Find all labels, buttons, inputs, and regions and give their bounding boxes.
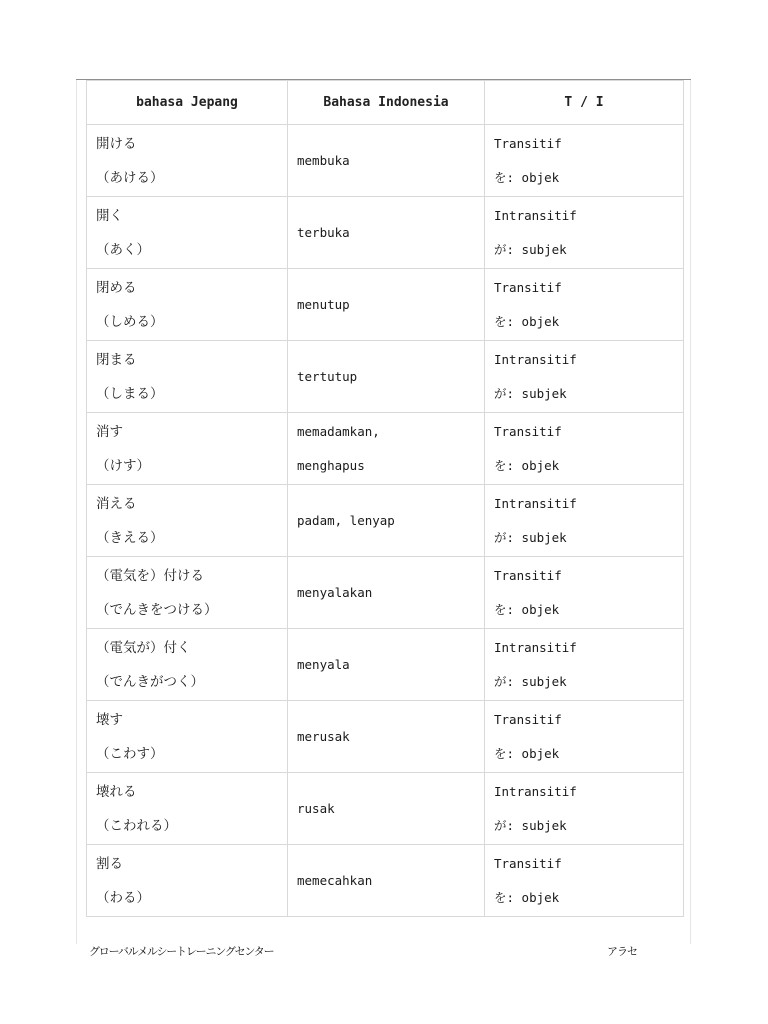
indonesian-cell	[288, 845, 485, 917]
indonesian-cell	[288, 197, 485, 269]
type-cell	[485, 845, 684, 917]
particle-note: を: objek	[494, 457, 560, 473]
type-cell	[485, 413, 684, 485]
indonesian-meaning: menyalakan	[297, 585, 373, 600]
verb-type: Transitif	[494, 567, 562, 583]
japanese-word: 閉まる	[96, 351, 137, 368]
japanese-reading: （こわす）	[96, 745, 164, 762]
type-cell	[485, 125, 684, 197]
particle-note: を: objek	[494, 889, 560, 905]
japanese-cell	[87, 701, 288, 773]
indonesian-meaning: menghapus	[297, 457, 365, 473]
table-row	[87, 557, 684, 629]
japanese-cell	[87, 485, 288, 557]
japanese-reading: （でんきをつける）	[96, 601, 218, 618]
japanese-reading: （しめる）	[96, 313, 164, 330]
type-cell	[485, 197, 684, 269]
footer-author: アラセ	[607, 945, 637, 958]
japanese-cell	[87, 269, 288, 341]
verb-type: Intransitif	[494, 207, 577, 223]
japanese-reading: （でんきがつく）	[96, 673, 204, 690]
japanese-word: 閉める	[96, 279, 137, 296]
indonesian-meaning: menutup	[297, 297, 350, 312]
type-cell	[485, 269, 684, 341]
page-right-edge	[690, 80, 691, 944]
table-row	[87, 845, 684, 917]
indonesian-cell	[288, 557, 485, 629]
japanese-word: 開ける	[96, 135, 137, 152]
table-row	[87, 413, 684, 485]
verb-type: Intransitif	[494, 495, 577, 511]
particle-note: が: subjek	[494, 673, 567, 689]
verb-type: Transitif	[494, 423, 562, 439]
japanese-reading: （きえる）	[96, 529, 164, 546]
japanese-cell	[87, 341, 288, 413]
particle-note: を: objek	[494, 601, 560, 617]
japanese-word: 壊れる	[96, 783, 137, 800]
type-cell	[485, 557, 684, 629]
table-row	[87, 197, 684, 269]
japanese-reading: （わる）	[96, 889, 150, 906]
particle-note: を: objek	[494, 313, 560, 329]
indonesian-meaning: terbuka	[297, 225, 350, 240]
indonesian-cell	[288, 125, 485, 197]
japanese-word: 消す	[96, 423, 123, 440]
indonesian-meaning: rusak	[297, 801, 335, 816]
particle-note: が: subjek	[494, 385, 567, 401]
particle-note: が: subjek	[494, 529, 567, 545]
japanese-reading: （しまる）	[96, 385, 164, 402]
japanese-cell	[87, 773, 288, 845]
verb-type: Transitif	[494, 135, 562, 151]
indonesian-meaning: merusak	[297, 729, 350, 744]
japanese-cell	[87, 413, 288, 485]
footer-organization: グローバルメルシートレーニングセンター	[89, 945, 274, 958]
particle-note: が: subjek	[494, 817, 567, 833]
japanese-word: 割る	[96, 855, 123, 872]
indonesian-cell	[288, 629, 485, 701]
japanese-reading: （こわれる）	[96, 817, 177, 834]
header-japanese: bahasa Jepang	[87, 81, 288, 125]
indonesian-cell	[288, 341, 485, 413]
japanese-word: （電気を）付ける	[96, 567, 204, 584]
indonesian-cell	[288, 485, 485, 557]
indonesian-cell	[288, 701, 485, 773]
japanese-cell	[87, 629, 288, 701]
table-row	[87, 125, 684, 197]
vocabulary-table	[86, 80, 684, 917]
verb-type: Intransitif	[494, 351, 577, 367]
header-indonesian: Bahasa Indonesia	[288, 81, 485, 125]
table-body	[87, 125, 684, 917]
indonesian-meaning: memecahkan	[297, 873, 373, 888]
japanese-reading: （あける）	[96, 169, 164, 186]
japanese-word: 壊す	[96, 711, 123, 728]
indonesian-meaning: tertutup	[297, 369, 358, 384]
verb-type: Transitif	[494, 279, 562, 295]
japanese-cell	[87, 197, 288, 269]
type-cell	[485, 341, 684, 413]
page-left-edge	[76, 80, 77, 944]
table-row	[87, 269, 684, 341]
japanese-word: 消える	[96, 495, 137, 512]
particle-note: が: subjek	[494, 241, 567, 257]
table-row	[87, 701, 684, 773]
type-cell	[485, 773, 684, 845]
indonesian-cell	[288, 413, 485, 485]
type-cell	[485, 629, 684, 701]
table-header-row	[87, 81, 684, 125]
japanese-word: （電気が）付く	[96, 639, 191, 656]
table-row	[87, 629, 684, 701]
header-type: T / I	[485, 81, 684, 125]
verb-type: Transitif	[494, 855, 562, 871]
verb-type: Intransitif	[494, 783, 577, 799]
table-row	[87, 773, 684, 845]
japanese-cell	[87, 125, 288, 197]
japanese-cell	[87, 845, 288, 917]
indonesian-meaning: membuka	[297, 153, 350, 168]
indonesian-cell	[288, 773, 485, 845]
japanese-cell	[87, 557, 288, 629]
verb-type: Transitif	[494, 711, 562, 727]
indonesian-cell	[288, 269, 485, 341]
japanese-reading: （あく）	[96, 241, 150, 258]
verb-type: Intransitif	[494, 639, 577, 655]
particle-note: を: objek	[494, 745, 560, 761]
indonesian-meaning: memadamkan,	[297, 423, 380, 439]
type-cell	[485, 485, 684, 557]
japanese-word: 開く	[96, 207, 123, 224]
type-cell	[485, 701, 684, 773]
particle-note: を: objek	[494, 169, 560, 185]
indonesian-meaning: padam, lenyap	[297, 513, 395, 528]
table-row	[87, 341, 684, 413]
indonesian-meaning: menyala	[297, 657, 350, 672]
japanese-reading: （けす）	[96, 457, 150, 474]
table-row	[87, 485, 684, 557]
